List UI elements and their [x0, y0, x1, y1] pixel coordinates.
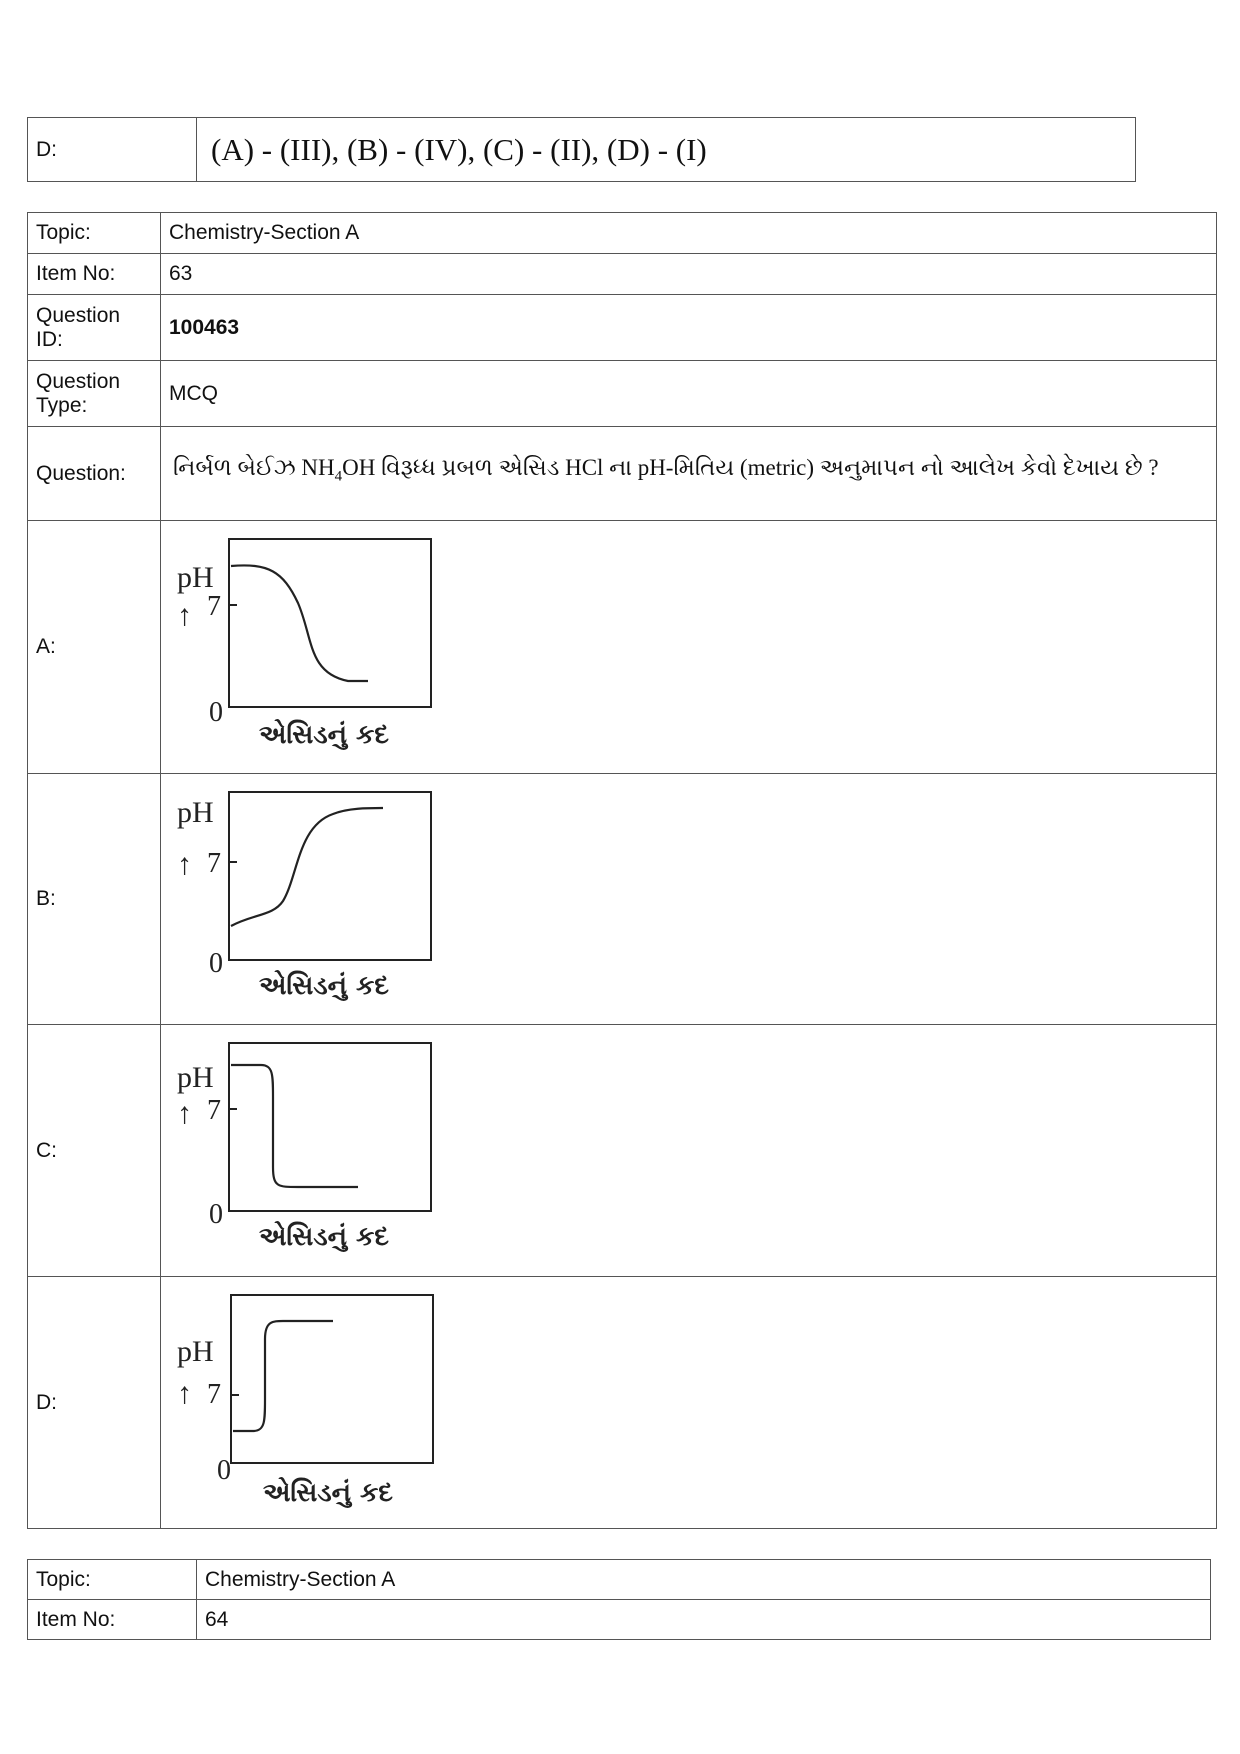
- option-d-label: D:: [28, 1277, 161, 1529]
- graph-frame: [229, 1043, 431, 1211]
- item-no-value: 64: [197, 1600, 1211, 1640]
- table-row: [28, 1277, 1217, 1529]
- option-d-label: D:: [28, 118, 197, 182]
- question-label: Question:: [28, 427, 161, 521]
- table-row: [28, 1560, 1211, 1600]
- option-c-graph: [173, 1037, 463, 1267]
- question-text-part2: OH વિરૂધ્ધ પ્રબળ એસિડ HCl ના pH-મિતિય (metric) અનુમાપન નો આલેખ કેવો દેખાય છે ?: [342, 455, 1159, 481]
- table-row: [28, 1600, 1211, 1640]
- y-axis-label: pH: [177, 796, 214, 829]
- option-b-graph: [173, 786, 463, 1016]
- table-row: [28, 213, 1217, 254]
- item-no-label: Item No:: [28, 254, 161, 295]
- arrow-up-icon: ↑: [177, 599, 192, 632]
- origin-label: 0: [209, 697, 223, 728]
- table-row: [28, 361, 1217, 427]
- y-axis-label: pH: [177, 1061, 214, 1094]
- graph-frame: [229, 539, 431, 707]
- x-axis-label: એસિડનું કદ: [259, 720, 389, 750]
- tick-label-7: 7: [207, 591, 221, 622]
- origin-label: 0: [209, 948, 223, 979]
- table-row: [28, 254, 1217, 295]
- table-row: [28, 521, 1217, 774]
- titration-curve: [231, 808, 383, 926]
- topic-label: Topic:: [28, 1560, 197, 1600]
- option-a-graph-cell: [161, 521, 1217, 774]
- x-axis-label: એસિડનું કદ: [263, 1478, 393, 1508]
- titration-curve: [233, 1321, 333, 1431]
- option-b-label: B:: [28, 774, 161, 1025]
- option-a-label: A:: [28, 521, 161, 774]
- topic-value: Chemistry-Section A: [197, 1560, 1211, 1600]
- table-row: [28, 118, 1136, 182]
- tick-label-7: 7: [207, 848, 221, 879]
- titration-curve: [231, 565, 368, 681]
- arrow-up-icon: ↑: [177, 1097, 192, 1130]
- table-row: [28, 774, 1217, 1025]
- question-text-part1: નિર્બળ બેઈઝ NH: [173, 455, 335, 481]
- origin-label: 0: [217, 1455, 231, 1486]
- question-type-value: MCQ: [161, 361, 1217, 427]
- question-id-label: Question ID:: [28, 295, 161, 361]
- table-row: [28, 1025, 1217, 1277]
- tick-label-7: 7: [207, 1095, 221, 1126]
- item-no-value: 63: [161, 254, 1217, 295]
- question-text: [161, 427, 1217, 521]
- graph-frame: [229, 792, 431, 960]
- previous-answer-table: [27, 117, 1136, 182]
- origin-label: 0: [209, 1199, 223, 1230]
- question-type-label: Question Type:: [28, 361, 161, 427]
- option-c-label: C:: [28, 1025, 161, 1277]
- y-axis-label: pH: [177, 1335, 214, 1368]
- next-question-table: [27, 1559, 1211, 1640]
- table-row: [28, 427, 1217, 521]
- question-text-subscript: 4: [334, 468, 343, 485]
- option-b-graph-cell: [161, 774, 1217, 1025]
- arrow-up-icon: ↑: [177, 1377, 192, 1410]
- tick-label-7: 7: [207, 1379, 221, 1410]
- question-id-value: 100463: [161, 295, 1217, 361]
- option-a-graph: [173, 533, 463, 763]
- arrow-up-icon: ↑: [177, 848, 192, 881]
- item-no-label: Item No:: [28, 1600, 197, 1640]
- x-axis-label: એસિડનું કદ: [259, 1222, 389, 1252]
- topic-label: Topic:: [28, 213, 161, 254]
- topic-value: Chemistry-Section A: [161, 213, 1217, 254]
- y-axis-label: pH: [177, 561, 214, 594]
- question-table: [27, 212, 1217, 1529]
- titration-curve: [231, 1065, 358, 1187]
- option-c-graph-cell: [161, 1025, 1217, 1277]
- option-d-value: (A) - (III), (B) - (IV), (C) - (II), (D) - (I): [197, 118, 1136, 182]
- x-axis-label: એસિડનું કદ: [259, 971, 389, 1001]
- option-d-graph-cell: [161, 1277, 1217, 1529]
- option-d-graph: [173, 1289, 463, 1519]
- table-row: [28, 295, 1217, 361]
